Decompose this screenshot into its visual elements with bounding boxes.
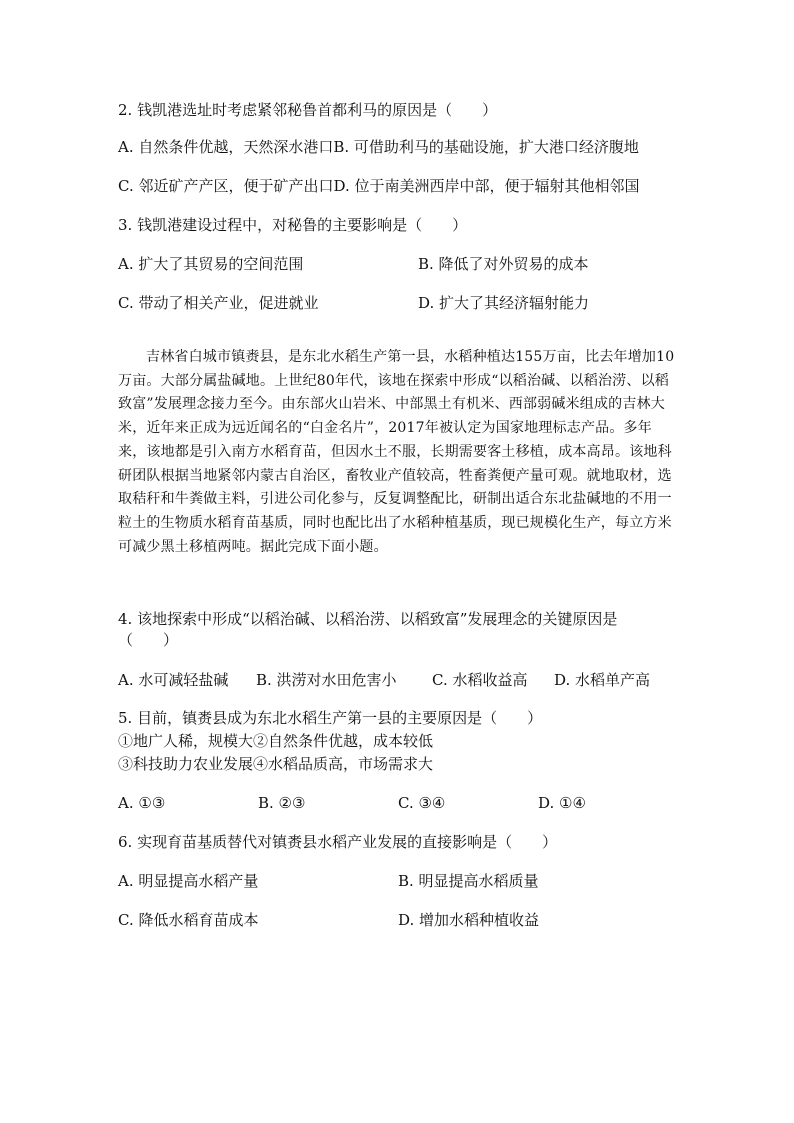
q5-stem: 5. 目前，镇赉县成为东北水稻生产第一县的主要原因是（ ）: [118, 709, 543, 727]
q5-statements-line1: ①地广人稀，规模大②自然条件优越，成本较低: [118, 732, 434, 750]
q3-options-cd: [118, 293, 678, 313]
q5-option-c: C. ③④: [398, 794, 446, 812]
q6-stem: 6. 实现育苗基质替代对镇赉县水稻产业发展的直接影响是（ ）: [118, 833, 558, 851]
q5-options: [118, 793, 678, 813]
q3-stem: 3. 钱凯港建设过程中，对秘鲁的主要影响是（ ）: [118, 216, 468, 234]
q6-options-ab: [118, 871, 678, 891]
q3-options-ab: [118, 254, 678, 274]
q4-option-b: B. 洪涝对水田危害小: [256, 671, 397, 689]
q6-option-b: B. 明显提高水稻质量: [398, 872, 539, 890]
q4-option-d: D. 水稻单产高: [554, 671, 651, 689]
q4-option-a: A. 水可减轻盐碱: [118, 671, 229, 689]
q6-option-d: D. 增加水稻种植收益: [398, 911, 540, 929]
q5-statements-line2: ③科技助力农业发展④水稻品质高，市场需求大: [118, 755, 434, 773]
q6-option-c: C. 降低水稻育苗成本: [118, 911, 259, 929]
reading-passage: [118, 346, 678, 559]
q3-option-c: C. 带动了相关产业，促进就业: [118, 294, 319, 312]
passage-text: 吉林省白城市镇赉县，是东北水稻生产第一县，水稻种植达155万亩，比去年增加10万亩。大部分属盐碱地。上世纪80年代，该地在探索中形成“以稻治碱、以稻治涝、以稻致富”发展理念接力至今。由东部火山岩米、中部黑土有机米、西部弱碱米组成的吉林大米，近年来正成为远近闻名的“白金名片”，2017年被认定为国家地理标志产品。多年来，该地都是引入南方水稻育苗，但因水土不服，长期需要客土移植，成本高昂。该地科研团队根据当地紧邻内蒙古自治区，畜牧业产值较高，牲畜粪便产量可观。就地取材，选取秸秆和牛粪做主料，引进公司化参与，反复调整配比，研制出适合东北盐碱地的不用一粒土的生物质水稻育苗基质，同时也配比出了水稻种植基质，现已规模化生产，每立方米可减少黑土移植两吨。据此完成下面小题。: [118, 349, 675, 555]
q4-stem-line2: （ ）: [118, 631, 179, 649]
q2-options-cd: [118, 176, 640, 196]
q6-option-a: A. 明显提高水稻产量: [118, 872, 259, 890]
q6-options-cd: [118, 910, 678, 930]
q5-option-d: D. ①④: [538, 794, 586, 812]
q2-option-d: D. 位于南美洲西岸中部，便于辐射其他相邻国: [333, 177, 640, 195]
q2-options-ab: [118, 137, 639, 157]
q2-option-a: A. 自然条件优越，天然深水港口: [118, 138, 334, 156]
q2-option-c: C. 邻近矿产产区，便于矿产出口: [118, 177, 334, 195]
q2-option-b: B. 可借助利马的基础设施，扩大港口经济腹地: [333, 138, 639, 156]
q4-options: [118, 670, 678, 690]
q5-option-b: B. ②③: [258, 794, 306, 812]
q3-option-b: B. 降低了对外贸易的成本: [418, 255, 589, 273]
q4-option-c: C. 水稻收益高: [432, 671, 528, 689]
q4-stem-line1: 4. 该地探索中形成“以稻治碱、以稻治涝、以稻致富”发展理念的关键原因是: [118, 610, 618, 628]
q3-option-a: A. 扩大了其贸易的空间范围: [118, 255, 304, 273]
q3-option-d: D. 扩大了其经济辐射能力: [418, 294, 590, 312]
q2-stem: 2. 钱凯港选址时考虑紧邻秘鲁首都利马的原因是（ ）: [118, 101, 498, 119]
q5-option-a: A. ①③: [118, 794, 166, 812]
